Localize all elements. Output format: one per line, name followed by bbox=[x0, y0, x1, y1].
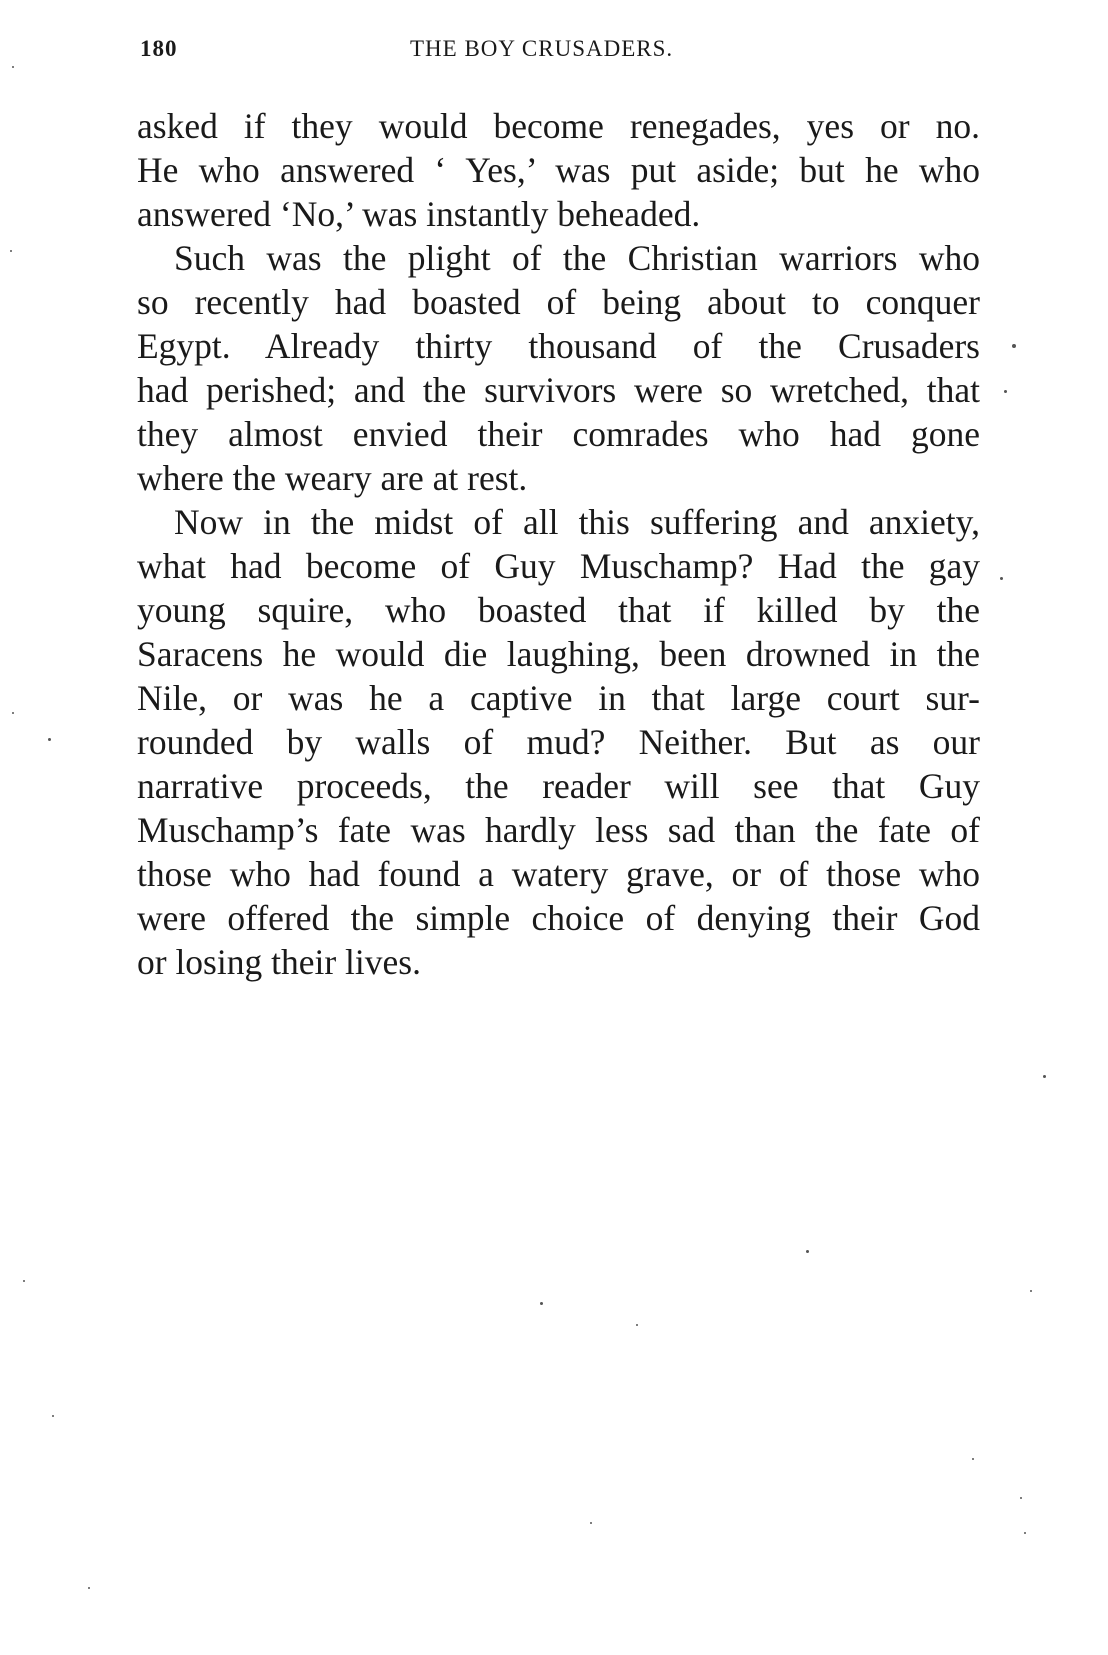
scan-speck bbox=[12, 712, 14, 714]
text-line: narrative proceeds, the reader will see that Guy bbox=[137, 766, 980, 806]
scan-speck bbox=[10, 250, 12, 252]
text-line: asked if they would become renegades, yes or no. bbox=[137, 106, 980, 146]
scan-speck bbox=[1043, 1075, 1046, 1078]
scan-speck bbox=[806, 1250, 809, 1253]
text-line: Egypt. Already thirty thousand of the Crusaders bbox=[137, 326, 980, 366]
scan-speck bbox=[1024, 1532, 1026, 1534]
body-text bbox=[137, 104, 980, 984]
scan-speck bbox=[48, 738, 51, 741]
running-title: THE BOY CRUSADERS. bbox=[410, 36, 674, 61]
text-line: or losing their lives. bbox=[137, 942, 421, 982]
running-head bbox=[140, 36, 978, 70]
text-line: were offered the simple choice of denying their God bbox=[137, 898, 980, 938]
scan-speck bbox=[1012, 344, 1016, 348]
scan-speck bbox=[52, 1415, 54, 1417]
text-line: what had become of Guy Muschamp? Had the gay bbox=[137, 546, 980, 586]
scan-speck bbox=[12, 66, 14, 68]
scan-speck bbox=[1030, 1290, 1032, 1292]
scan-speck bbox=[1020, 1497, 1022, 1499]
text-line: they almost envied their comrades who had gone bbox=[137, 414, 980, 454]
text-line: where the weary are at rest. bbox=[137, 458, 528, 498]
scan-speck bbox=[540, 1302, 543, 1305]
scan-speck bbox=[88, 1587, 90, 1589]
scan-speck bbox=[972, 1458, 974, 1460]
text-line: Saracens he would die laughing, been drowned in the bbox=[137, 634, 980, 674]
scan-speck bbox=[590, 1522, 592, 1524]
text-line: those who had found a watery grave, or of those who bbox=[137, 854, 980, 894]
text-line: so recently had boasted of being about to conquer bbox=[137, 282, 980, 322]
scan-speck bbox=[23, 1280, 25, 1282]
scan-speck bbox=[1000, 577, 1003, 580]
page-number: 180 bbox=[140, 36, 178, 61]
text-line: He who answered ‘ Yes,’ was put aside; but he who bbox=[137, 150, 980, 190]
text-line: Muschamp’s fate was hardly less sad than the fate of bbox=[137, 810, 980, 850]
text-line: Such was the plight of the Christian warriors who bbox=[174, 238, 980, 278]
text-line: rounded by walls of mud? Neither. But as our bbox=[137, 722, 980, 762]
text-line: young squire, who boasted that if killed by the bbox=[137, 590, 980, 630]
text-line: Nile, or was he a captive in that large court sur- bbox=[137, 678, 980, 718]
scan-speck bbox=[1004, 390, 1007, 393]
text-line: had perished; and the survivors were so wretched, that bbox=[137, 370, 980, 410]
text-line: answered ‘No,’ was instantly beheaded. bbox=[137, 194, 701, 234]
text-line: Now in the midst of all this suffering and anxiety, bbox=[174, 502, 980, 542]
scan-speck bbox=[636, 1324, 638, 1326]
